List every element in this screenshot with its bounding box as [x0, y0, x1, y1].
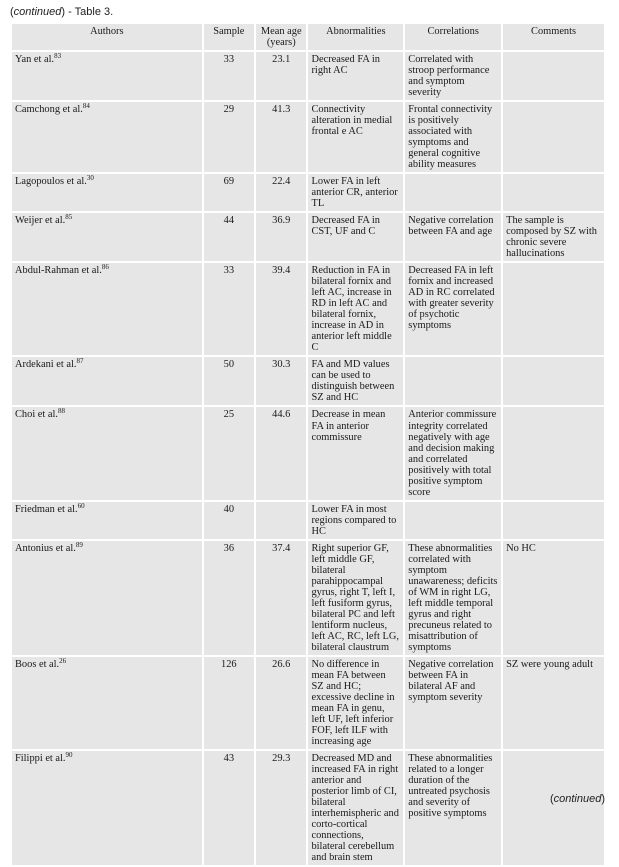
cell-sample: 69 [204, 174, 254, 211]
cell-sample: 126 [204, 657, 254, 749]
cell-abnormalities: No difference in mean FA between SZ and HC; excessive decline in mean FA in genu, left UF, left inferior FOF, left ILF with increasing age [308, 657, 403, 749]
table-row [12, 52, 604, 100]
cell-author [12, 751, 202, 865]
cell-correlations [405, 357, 501, 405]
cell-mean-age [256, 502, 306, 539]
table-row [12, 541, 604, 655]
author-name: Lagopoulos et al. [15, 176, 87, 188]
cell-sample: 25 [204, 407, 254, 499]
cell-comments [503, 502, 604, 539]
cell-comments [503, 357, 604, 405]
cell-correlations: Correlated with stroop performance and symptom severity [405, 52, 501, 100]
cell-comments [503, 174, 604, 211]
author-name: Ardekani et al. [15, 359, 77, 371]
author-ref: 30 [86, 174, 94, 183]
table-caption: (continued) - Table 3. [10, 6, 114, 18]
cell-abnormalities: Lower FA in left anterior CR, anterior TL [308, 174, 403, 211]
author-name: Camchong et al. [15, 104, 83, 116]
cell-mean-age: 23.1 [256, 52, 306, 100]
cell-comments [503, 263, 604, 355]
cell-correlations: Anterior commissure integrity correlated negatively with age and decision making and correlated positively with total positive symptom score [405, 407, 501, 499]
table-row [12, 357, 604, 405]
table-row [12, 102, 604, 172]
cell-abnormalities: Decrease in mean FA in anterior commissure [308, 407, 403, 499]
author-ref: 87 [76, 357, 84, 366]
table-row [12, 751, 604, 865]
caption-suffix: - Table 3. [65, 6, 114, 18]
cell-comments [503, 52, 604, 100]
cell-correlations: Negative correlation between FA in bilateral AF and symptom severity [405, 657, 501, 749]
cell-author [12, 213, 202, 261]
cell-mean-age: 30.3 [256, 357, 306, 405]
author-ref: 90 [65, 750, 73, 759]
table-row [12, 407, 604, 499]
cell-abnormalities: Right superior GF, left middle GF, bilateral parahippocampal gyrus, right T, left I, left fusiform gyrus, bilateral PC and left lentiform nucleus, left AC, RC, left LG, bilateral claustrum [308, 541, 403, 655]
header-authors: Authors [12, 24, 202, 50]
cell-sample: 33 [204, 52, 254, 100]
page-footer: (continued) [549, 793, 605, 805]
table-row [12, 263, 604, 355]
cell-abnormalities: Reduction in FA in bilateral fornix and left AC, increase in RD in left AC and bilateral fornix, increase in AD in anterior left middle C [308, 263, 403, 355]
caption-continued: continued [13, 6, 62, 18]
cell-comments: SZ were young adult [503, 657, 604, 749]
table-row [12, 657, 604, 749]
author-name: Antonius et al. [15, 542, 76, 554]
data-table [10, 22, 606, 867]
cell-mean-age: 44.6 [256, 407, 306, 499]
author-ref: 83 [54, 52, 62, 61]
cell-author [12, 357, 202, 405]
cell-sample: 36 [204, 541, 254, 655]
cell-correlations [405, 502, 501, 539]
cell-author [12, 263, 202, 355]
cell-sample: 40 [204, 502, 254, 539]
cell-abnormalities: FA and MD values can be used to distinguish between SZ and HC [308, 357, 403, 405]
author-name: Weijer et al. [15, 215, 66, 227]
cell-sample: 43 [204, 751, 254, 865]
header-sample: Sample [204, 24, 254, 50]
cell-comments: No HC [503, 541, 604, 655]
header-abnormalities: Abnormalities [308, 24, 403, 50]
cell-correlations: These abnormalities correlated with symptom unawareness; deficits of WM in right LG, left middle temporal gyrus and right precuneus related to misattribution of symptoms [405, 541, 501, 655]
cell-author [12, 502, 202, 539]
cell-author [12, 102, 202, 172]
author-ref: 89 [75, 540, 83, 549]
author-ref: 85 [65, 213, 73, 222]
cell-sample: 29 [204, 102, 254, 172]
cell-comments [503, 407, 604, 499]
author-ref: 60 [77, 501, 85, 510]
author-name: Friedman et al. [15, 503, 78, 515]
cell-sample: 44 [204, 213, 254, 261]
cell-author [12, 541, 202, 655]
cell-mean-age: 41.3 [256, 102, 306, 172]
cell-author [12, 174, 202, 211]
cell-mean-age: 37.4 [256, 541, 306, 655]
cell-correlations: These abnormalities related to a longer duration of the untreated psychosis and severity of positive symptoms [405, 751, 501, 865]
cell-mean-age: 22.4 [256, 174, 306, 211]
cell-mean-age: 29.3 [256, 751, 306, 865]
cell-author [12, 657, 202, 749]
header-comments: Comments [503, 24, 604, 50]
author-ref: 88 [58, 407, 65, 416]
author-ref: 86 [101, 263, 109, 272]
cell-mean-age: 39.4 [256, 263, 306, 355]
table-row [12, 502, 604, 539]
cell-comments [503, 102, 604, 172]
cell-abnormalities: Decreased MD and increased FA in right anterior and posterior limb of CI, bilateral interhemispheric and corto-cortical connections, bilateral cerebellum and brain stem [308, 751, 403, 865]
cell-correlations: Negative correlation between FA and age [405, 213, 501, 261]
table-row [12, 213, 604, 261]
cell-abnormalities: Connectivity alteration in medial frontal e AC [308, 102, 403, 172]
cell-mean-age: 26.6 [256, 657, 306, 749]
cell-sample: 33 [204, 263, 254, 355]
author-name: Choi et al. [15, 409, 58, 421]
cell-comments: The sample is composed by SZ with chronic severe hallucinations [503, 213, 604, 261]
author-name: Abdul-Rahman et al. [15, 265, 102, 277]
cell-author [12, 52, 202, 100]
table-row [12, 174, 604, 211]
author-ref: 84 [82, 102, 90, 111]
footer-continued: continued [553, 793, 602, 805]
cell-abnormalities: Decreased FA in right AC [308, 52, 403, 100]
header-row [12, 24, 604, 50]
author-name: Boos et al. [15, 658, 60, 670]
cell-mean-age: 36.9 [256, 213, 306, 261]
cell-comments [503, 751, 604, 865]
cell-author [12, 407, 202, 499]
author-name: Filippi et al. [15, 752, 66, 764]
cell-correlations: Decreased FA in left fornix and increased AD in RC correlated with greater severity of psychotic symptoms [405, 263, 501, 355]
cell-correlations: Frontal connectivity is positively associated with symptoms and general cognitive ability measures [405, 102, 501, 172]
cell-correlations [405, 174, 501, 211]
header-mean-age: Mean age (years) [256, 24, 306, 50]
cell-abnormalities: Decreased FA in CST, UF and C [308, 213, 403, 261]
author-ref: 26 [59, 656, 67, 665]
header-correlations: Correlations [405, 24, 501, 50]
cell-sample: 50 [204, 357, 254, 405]
author-name: Yan et al. [15, 54, 55, 66]
cell-abnormalities: Lower FA in most regions compared to HC [308, 502, 403, 539]
